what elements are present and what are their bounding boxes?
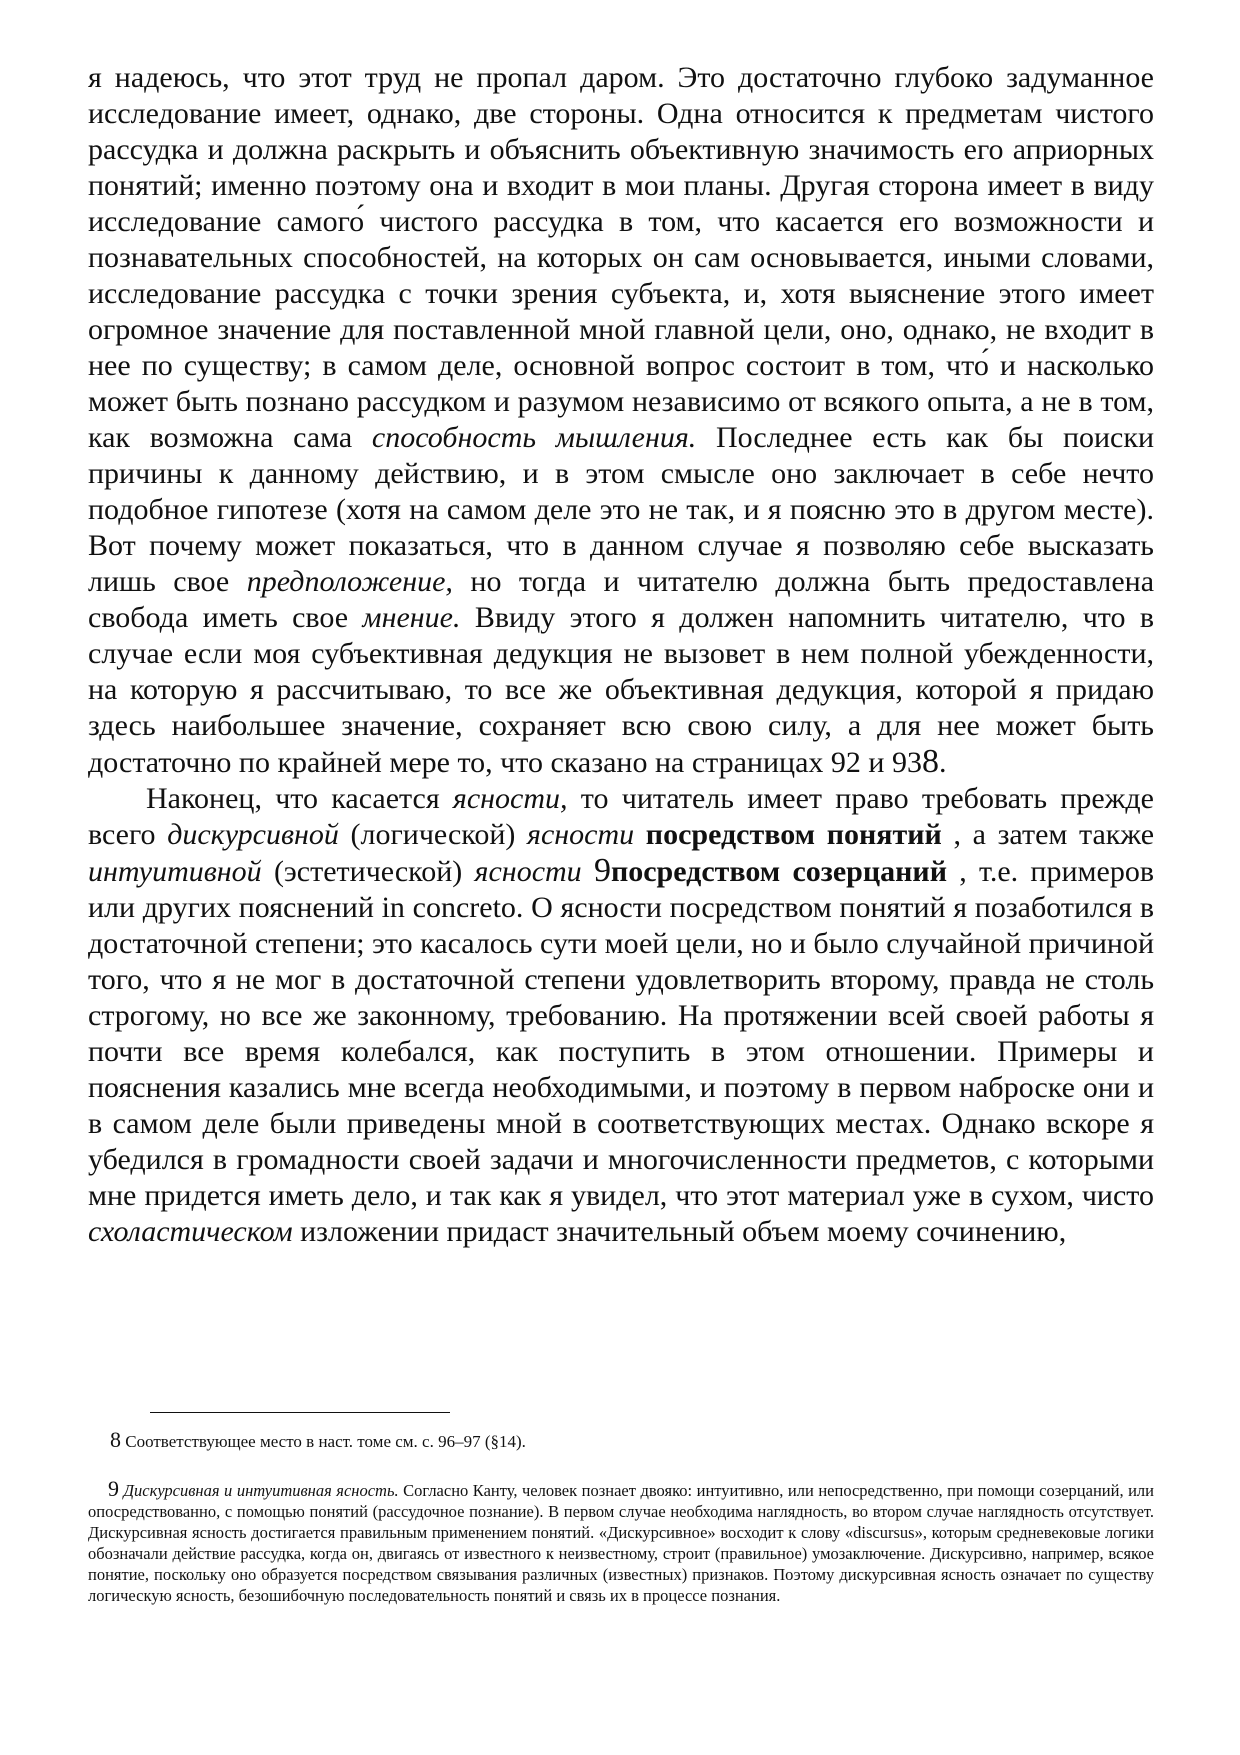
footnote-9-number: 9: [108, 1476, 119, 1501]
footnote-8-text: Соответствующее место в наст. томе см. с. 96–97 (§14).: [121, 1432, 526, 1451]
p1-italic-2: предположение,: [246, 565, 453, 598]
footnote-8-number: 8: [110, 1427, 121, 1452]
p2-italic-1: ясности,: [452, 782, 568, 815]
p1-text-5: .: [938, 746, 947, 779]
p2-text-6: , т.е. примеров или других пояснений in concreto. О ясности посредством понятий я позаботился в достаточной степени; это касалось сути моей цели, но и было случайной причиной того, что я не мог в достаточной степени удовлетворить второму, правда не столь строгому, но все же законному, требованию. На протяжении всей своей работы я почти все время колебался, как поступить в этом отношении. Примеры и пояснения казались мне всегда необходимыми, и поэтому в первом наброске они и в самом деле были приведены мной в соответствующих местах. Однако вскоре я убедился в громадности своей задачи и многочисленности предметов, с которыми мне придется иметь дело, и так как я увидел, что этот материал уже в сухом, чисто: [88, 855, 1155, 1212]
footnote-ref-9[interactable]: 9: [593, 852, 611, 889]
p2-italic-3: ясности: [527, 818, 635, 851]
p2-italic-4: интуитивной: [88, 855, 262, 888]
p2-text-5: (эстетической): [261, 855, 463, 888]
p2-text-2: то читатель имеет право требовать прежде всего: [88, 782, 1154, 851]
p1-text-3: но тогда и читателю должна быть предоставлена свобода иметь свое: [88, 565, 1155, 634]
p2-bold-1: посредством понятий: [645, 818, 942, 851]
p2-text-3: (логической): [338, 818, 516, 851]
p1-text-1: я надеюсь, что этот труд не пропал даром. Это достаточно глубоко задуманное исследование имеет, однако, две стороны. Одна относится к предметам чистого рассудка и должна раскрыть и объяснить объективную значимость его априорных понятий; именно поэтому она и входит в мои планы. Другая сторона имеет в виду исследование самого́ чистого рассудка в том, что касается его возможности и познавательных способностей, на которых он сам основывается, иными словами, исследование рассудка с точки зрения субъекта, и, хотя выяснение этого имеет огромное значение для поставленной мной главной цели, оно, однако, не входит в нее по существу; в самом деле, основной вопрос состоит в том, что́ и насколько может быть познано рассудком и разумом независимо от всякого опыта, а не в том, как возможна сама: [88, 61, 1154, 454]
p1-text-2: Последнее есть как бы поиски причины к данному действию, и в этом смысле оно заключает в себе нечто подобное гипотезе (хотя на самом деле это не так, и я поясню это в другом месте). Вот почему может показаться, что в данном случае я позволяю себе высказать лишь свое: [88, 421, 1154, 598]
footnote-8: [88, 1428, 1154, 1454]
p2-bold-2: посредством созерцаний: [610, 855, 947, 888]
main-text: [88, 60, 1154, 1250]
p2-italic-5: ясности: [474, 855, 582, 888]
p2-text-1: Наконец, что касается: [146, 782, 440, 815]
footnote-ref-8[interactable]: 8: [921, 743, 939, 780]
p2-text-7: изложении придаст значительный объем моему сочинению,: [292, 1215, 1067, 1248]
footnote-9: [88, 1478, 1154, 1606]
p2-italic-2: дискурсивной: [167, 818, 339, 851]
paragraph-1: [88, 60, 1154, 781]
p1-text-4: Ввиду этого я должен напомнить читателю, что в случае если моя субъективная дедукция не вызовет в нем полной убежденности, на которую я рассчитываю, то все же объективная дедукция, которой я придаю здесь наибольшее значение, сохраняет всю свою силу, а для нее может быть достаточно по крайней мере то, что сказано на страницах 92 и 93: [88, 601, 1155, 779]
p2-text-4: , а затем также: [941, 818, 1155, 851]
p2-italic-6: схоластическом: [88, 1215, 293, 1248]
footnote-separator: [150, 1412, 450, 1413]
footnote-9-text: Согласно Канту, человек познает двояко: интуитивно, или непосредственно, при помощи созерцаний, или опосредствованно, с помощью понятий (рассудочное познание). В первом случае необходима наглядность, во втором случае наглядность отсутствует. Дискурсивная ясность достигается правильным применением понятий. «Дискурсивное» восходит к слову «discursus», которым средневековые логики обозначали действие рассудка, когда он, двигаясь от известного к неизвестному, строит (правильное) умозаключение. Дискурсивно, например, всякое понятие, поскольку оно образуется посредством связывания различных (известных) признаков. Поэтому дискурсивная ясность означает по существу логическую ясность, безошибочную последовательность понятий и связь их в процессе познания.: [88, 1481, 1154, 1605]
p1-italic-3: мнение.: [362, 601, 461, 634]
p1-italic-1: способность мышления.: [371, 421, 697, 454]
footnote-9-title: Дискурсивная и интуитивная ясность.: [123, 1481, 399, 1500]
paragraph-2: [88, 781, 1154, 1250]
